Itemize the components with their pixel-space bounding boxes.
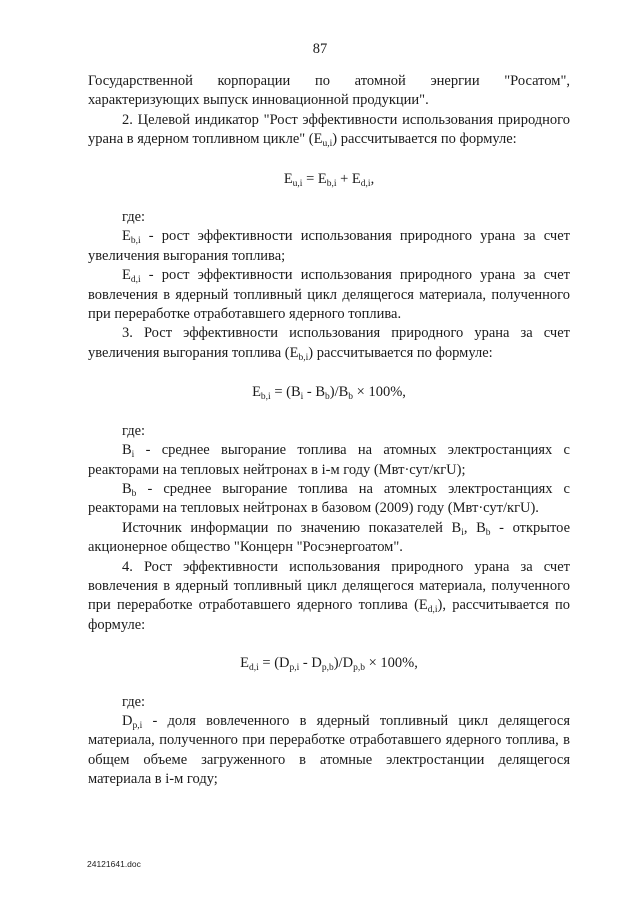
definition-ebi: $E_{b,i}$ - рост эффективности использования природного урана за счет увеличения выгорания топлива; — [88, 228, 570, 264]
definition-edi: $E_{d,i}$ - рост эффективности использования природного урана за счет вовлечения в ядерный топливный цикл делящегося материала, полученного при переработке отработавшего ядерного топлива. — [88, 267, 570, 323]
where-label-2: где: — [122, 422, 146, 439]
where-label-1: где: — [122, 209, 146, 226]
formula-edi: $E_{d,i} = (D_{p,i} - D_{p,b})/D_{p,b} \times 100\%$, — [240, 655, 418, 674]
definition-bi: $B_i$ - среднее выгорание топлива на атомных электростанциях с реакторами на тепловых нейтронах в i-м году (Мвт·сут/кгU); — [88, 442, 570, 478]
file-name-footer: 24121641.doc — [87, 859, 141, 869]
page-number: 87 — [312, 41, 328, 57]
paragraph-3: 3. Рост эффективности использования природного урана за счет увеличения выгорания топлива $(E_{b,i})$ рассчитывается по формуле: — [88, 325, 570, 363]
document-body — [88, 72, 570, 790]
definition-bb: $B_b$ - среднее выгорание топлива на атомных электростанциях с реакторами на тепловых нейтронах в базовом (2009) году (Мвт·сут/кгU). — [88, 480, 570, 517]
intro-paragraph: Государственной корпорации по атомной энергии "Росатом", характеризующих выпуск инновационной продукции". — [88, 73, 570, 109]
where-label-3: где: — [122, 693, 146, 710]
source-paragraph: Источник информации по значению показателей $B_i$, $B_b$ - открытое акционерное общество "Концерн "Росэнергоатом". — [88, 519, 571, 556]
definition-dpi: $D_{p,i}$ - доля вовлеченного в ядерный топливный цикл делящегося материала, полученного при переработке отработавшего ядерного топлива, в общем объеме загруженного в атомные электростанции делящегося материала в i-м году; — [88, 712, 570, 788]
formula-eui: $E_{u,i} = E_{b,i} + E_{d,i}$, — [283, 170, 375, 189]
paragraph-4: 4. Рост эффективности использования природного урана за счет вовлечения в ядерный топливный цикл делящегося материала, полученного при переработке отработавшего ядерного топлива $(E_{d,i})$, рассчитывается по формуле: — [88, 558, 570, 633]
formula-ebi: $E_{b,i} = (B_i - B_b)/B_b \times 100\%$, — [252, 384, 406, 403]
paragraph-2: 2. Целевой индикатор "Рост эффективности использования природного урана в ядерном топливном цикле" $(E_{u,i})$ рассчитывается по формуле: — [88, 111, 570, 150]
